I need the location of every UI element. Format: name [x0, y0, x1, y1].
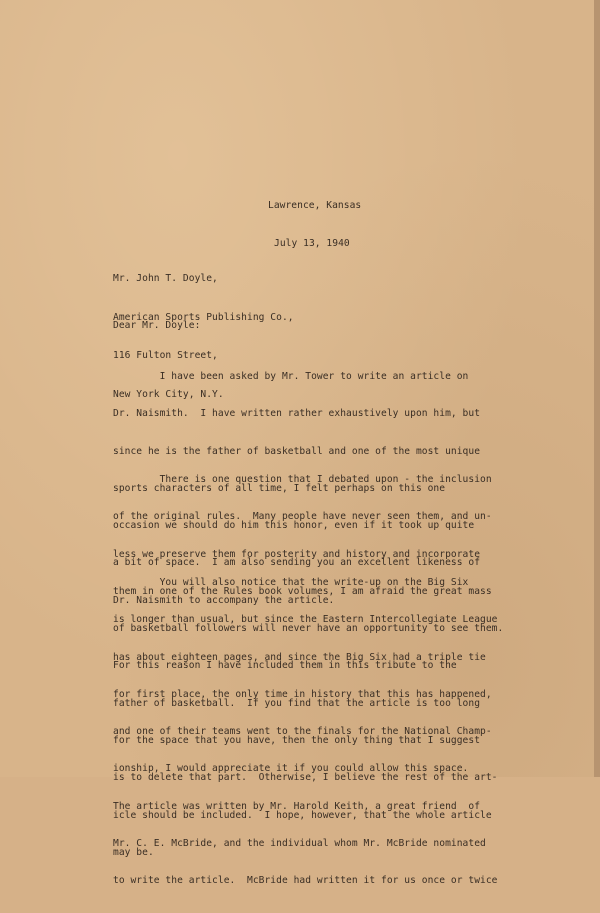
paragraph-line: them in one of the Rules book volumes, I am afraid the great mass — [113, 585, 492, 597]
paragraph-line: of basketball followers will never have an opportunity to see them. — [113, 623, 504, 635]
address-line: Mr. John T. Doyle, — [113, 273, 218, 284]
paragraph-line: There is one question that I debated upon - the inclusion — [113, 474, 492, 485]
paragraph-line: ionship, I would appreciate it if you could allow this space. — [113, 763, 469, 775]
paragraph-line: sports characters of all time, I felt perhaps on this one — [113, 482, 446, 494]
paragraph-line: father of basketball. If you find that the article is too long — [113, 697, 481, 709]
paragraph-line: for first place, the only time in history that this has happened, — [113, 688, 492, 700]
paragraph-line: less we preserve them for posterity and history and incorporate — [113, 548, 481, 560]
paragraph-line: Dr. Naismith to accompany the article. — [113, 594, 335, 606]
paragraph-line: You will also notice that the write-up on the Big Six — [113, 577, 469, 588]
paragraph-line: Mr. C. E. McBride, and the individual whom Mr. McBride nominated — [113, 838, 486, 850]
paragraph-line: for the space that you have, then the only thing that I suggest — [113, 735, 481, 747]
dateline-place: Lawrence, Kansas — [268, 200, 362, 211]
paragraph-line: I have been asked by Mr. Tower to write an article on — [113, 371, 469, 382]
paragraph-line: Dr. Naismith. I have written rather exhaustively upon him, but — [113, 408, 481, 420]
paragraph-line: of the original rules. Many people have never seen them, and un- — [113, 511, 492, 523]
address-line: 116 Fulton Street, — [113, 350, 218, 361]
paragraph-line: and one of their teams went to the finals for the National Champ- — [113, 726, 492, 738]
paragraph-line: may be. — [113, 846, 154, 858]
salutation: Dear Mr. Doyle: — [113, 320, 201, 331]
paragraph-line: since he is the father of basketball and one of the most unique — [113, 445, 481, 457]
paragraph-line: has about eighteen pages, and since the Big Six had a triple tie — [113, 651, 486, 663]
body-paragraph-3 — [113, 553, 498, 913]
paragraph-line: The article was written by Mr. Harold Keith, a great friend of — [113, 800, 481, 812]
address-line: American Sports Publishing Co., — [113, 311, 294, 323]
paragraph-line: icle should be included. I hope, however, that the whole article — [113, 809, 492, 821]
paragraph-line: is to delete that part. Otherwise, I believe the rest of the art- — [113, 772, 498, 784]
paragraph-line: is longer than usual, but since the Eastern Intercollegiate League — [113, 614, 498, 626]
address-line: New York City, N.Y. — [113, 388, 224, 400]
dateline-date: July 13, 1940 — [274, 238, 350, 249]
paragraph-line: occasion we should do him this honor, even if it took up quite — [113, 520, 475, 532]
paragraph-line: a bit of space. I am also sending you an excellent likeness of — [113, 557, 481, 569]
paragraph-line: to write the article. McBride had written it for us once or twice — [113, 875, 498, 887]
paragraph-line: For this reason I have included them in this tribute to the — [113, 660, 457, 672]
